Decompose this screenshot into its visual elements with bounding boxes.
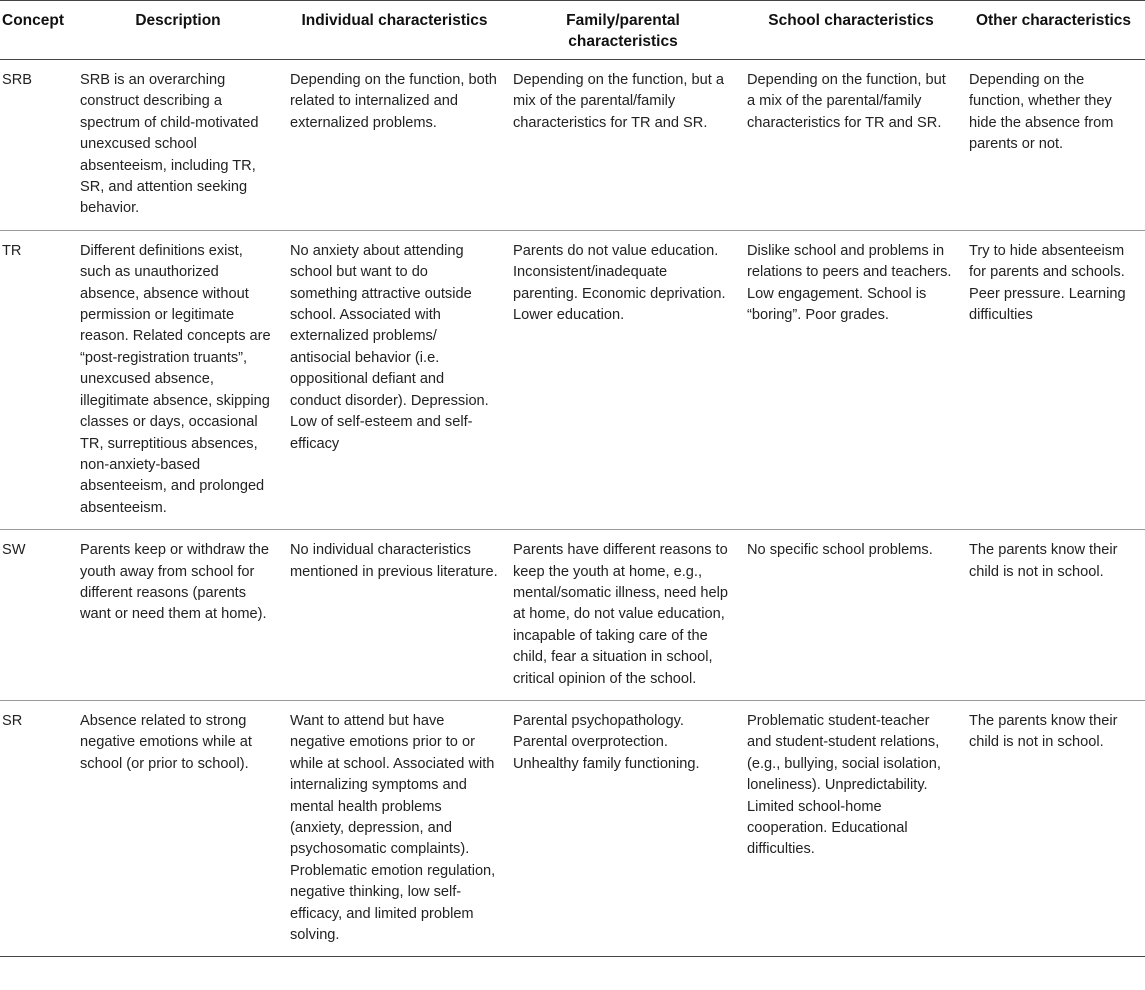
cell-concept: SR: [0, 700, 73, 956]
header-concept: Concept: [0, 1, 73, 60]
header-other: Other characteristics: [962, 1, 1145, 60]
cell-other: Try to hide absenteeism for parents and schools. Peer pressure. Learning difficulties: [962, 230, 1145, 529]
cell-description: SRB is an overarching construct describing a spectrum of child-motivated unexcused school absenteeism, including TR, SR, and attention seeking behavior.: [73, 60, 283, 231]
cell-concept: SW: [0, 530, 73, 701]
cell-description: Different definitions exist, such as unauthorized absence, absence without permission or legitimate reason. Related concepts are “post-registration truants”, unexcused absence, illegitimate absence, skipping classes or days, occasional TR, surreptitious absences, non-anxiety-based absenteeism, and prolonged absenteeism.: [73, 230, 283, 529]
cell-family: Parental psychopathology. Parental overprotection. Unhealthy family functioning.: [506, 700, 740, 956]
cell-description: Parents keep or withdraw the youth away from school for different reasons (parents want or need them at home).: [73, 530, 283, 701]
cell-individual: No individual characteristics mentioned in previous literature.: [283, 530, 506, 701]
cell-school: Depending on the function, but a mix of the parental/family characteristics for TR and SR.: [740, 60, 962, 231]
table-row-sw: [0, 530, 1145, 701]
cell-individual: No anxiety about attending school but want to do something attractive outside school. Associated with externalized problems/ antisocial behavior (i.e. oppositional defiant and conduct disorder). Depression. Low of self-esteem and self-efficacy: [283, 230, 506, 529]
cell-concept: SRB: [0, 60, 73, 231]
header-description: Description: [73, 1, 283, 60]
table-row-sr: [0, 700, 1145, 956]
cell-family: Parents do not value education. Inconsistent/inadequate parenting. Economic deprivation. Lower education.: [506, 230, 740, 529]
header-row: [0, 1, 1145, 60]
cell-school: Problematic student-teacher and student-student relations, (e.g., bullying, social isolation, loneliness). Unpredictability. Limited school-home cooperation. Educational difficulties.: [740, 700, 962, 956]
cell-individual: Depending on the function, both related to internalized and externalized problems.: [283, 60, 506, 231]
table-row-tr: [0, 230, 1145, 529]
table-body: [0, 60, 1145, 957]
header-school: School characteristics: [740, 1, 962, 60]
cell-school: Dislike school and problems in relations to peers and teachers. Low engagement. School is “boring”. Poor grades.: [740, 230, 962, 529]
cell-other: The parents know their child is not in school.: [962, 700, 1145, 956]
table-header: [0, 1, 1145, 60]
cell-description: Absence related to strong negative emotions while at school (or prior to school).: [73, 700, 283, 956]
cell-family: Parents have different reasons to keep the youth at home, e.g., mental/somatic illness, need help at home, do not value education, incapable of taking care of the child, fear a situation in school, critical opinion of the school.: [506, 530, 740, 701]
cell-other: Depending on the function, whether they hide the absence from parents or not.: [962, 60, 1145, 231]
cell-school: No specific school problems.: [740, 530, 962, 701]
cell-concept: TR: [0, 230, 73, 529]
table-row-srb: [0, 60, 1145, 231]
header-family: Family/parental characteristics: [506, 1, 740, 60]
header-individual: Individual characteristics: [283, 1, 506, 60]
cell-other: The parents know their child is not in school.: [962, 530, 1145, 701]
cell-family: Depending on the function, but a mix of the parental/family characteristics for TR and SR.: [506, 60, 740, 231]
cell-individual: Want to attend but have negative emotions prior to or while at school. Associated with internalizing symptoms and mental health problems (anxiety, depression, and psychosomatic complaints). Problematic emotion regulation, negative thinking, low self-efficacy, and limited problem solving.: [283, 700, 506, 956]
